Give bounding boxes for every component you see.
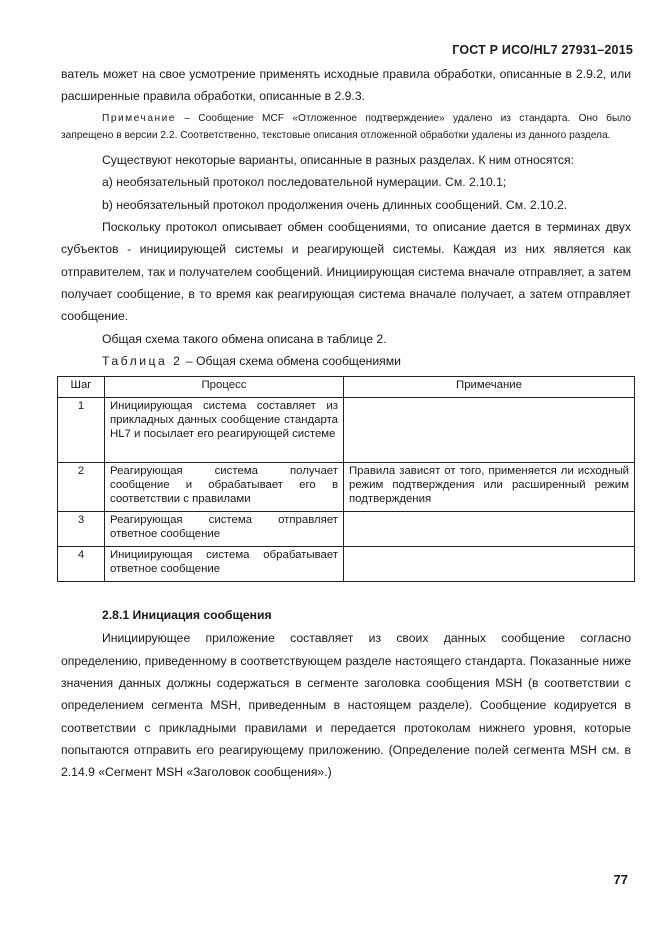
- document-header: ГОСТ Р ИСО/HL7 27931–2015: [452, 43, 633, 57]
- cell-step: 1: [58, 398, 105, 463]
- paragraph: Существуют некоторые варианты, описанные в разных разделах. К ним относятся:: [102, 153, 574, 168]
- cell-step: 4: [58, 547, 105, 582]
- body-text: [61, 63, 631, 784]
- header-note: Примечание: [344, 377, 635, 398]
- table-row: [58, 463, 635, 512]
- page-number: 77: [613, 872, 628, 887]
- table-header-row: [58, 377, 635, 398]
- list-item-a: a) необязательный протокол последовательной нумерации. См. 2.10.1;: [102, 175, 507, 190]
- table-row: [58, 398, 635, 463]
- cell-step: 3: [58, 512, 105, 547]
- cell-process: Реагирующая система получает сообщение и обрабатывает его в соответствии с правилами: [105, 463, 344, 512]
- cell-note: Правила зависят от того, применяется ли исходный режим подтверждения или расширенный режим подтверждения: [344, 463, 635, 512]
- table-caption: [61, 350, 631, 372]
- header-step: Шаг: [58, 377, 105, 398]
- paragraph: Общая схема такого обмена описана в таблице 2.: [102, 331, 387, 346]
- cell-note: [344, 398, 635, 463]
- cell-note: [344, 547, 635, 582]
- note-text: – Сообщение MCF «Отложенное подтверждение» удалено из стандарта. Оно было запрещено в версии 2.2. Соответственно, текстовые описания отложенной обработки удалены из данного раздела.: [61, 112, 631, 142]
- exchange-table: [57, 376, 635, 582]
- table-caption-label: Таблица 2: [102, 353, 183, 368]
- cell-process: Инициирующая система составляет из прикладных данных сообщение стандарта HL7 и посылает его реагирующей системе: [105, 398, 344, 463]
- table-row: [58, 512, 635, 547]
- table-caption-text: – Общая схема обмена сообщениями: [182, 353, 401, 368]
- paragraph: Инициирующее приложение составляет из своих данных сообщение согласно определению, приведенному в соответствующем разделе настоящего стандарта. Показанные ниже значения данных должны содержаться в сегменте заголовка сообщения MSH (в соответствии с определением сегмента MSH, приведенным в настоящем разделе). Сообщение кодируется в соответствии с прикладными правилами и передается протоколам нижнего уровня, которые попытаются отправить его реагирующему приложению. (Определение полей сегмента MSH см. в 2.14.9 «Сегмент MSH «Заголовок сообщения».): [61, 631, 631, 780]
- table-row: [58, 547, 635, 582]
- note-label: Примечание: [102, 112, 176, 124]
- cell-step: 2: [58, 463, 105, 512]
- cell-process: Инициирующая система обрабатывает ответное сообщение: [105, 547, 344, 582]
- cell-process: Реагирующая система отправляет ответное сообщение: [105, 512, 344, 547]
- header-process: Процесс: [105, 377, 344, 398]
- section-title: 2.8.1 Инициация сообщения: [102, 608, 272, 623]
- paragraph: ватель может на свое усмотрение применять исходные правила обработки, описанные в 2.9.2, или расширенные правила обработки, описанные в 2.9.3.: [61, 67, 631, 104]
- cell-note: [344, 512, 635, 547]
- note: [61, 110, 631, 146]
- paragraph: Поскольку протокол описывает обмен сообщениями, то описание дается в терминах двух субъектов - инициирующей системы и реагирующей системы. Каждая из них является как отправителем, так и получателем сообщений. Инициирующая система вначале отправляет, а затем получает сообщение, в то время как реагирующая система вначале получает, а затем отправляет сообщение.: [61, 220, 631, 324]
- list-item-b: b) необязательный протокол продолжения очень длинных сообщений. См. 2.10.2.: [102, 197, 568, 212]
